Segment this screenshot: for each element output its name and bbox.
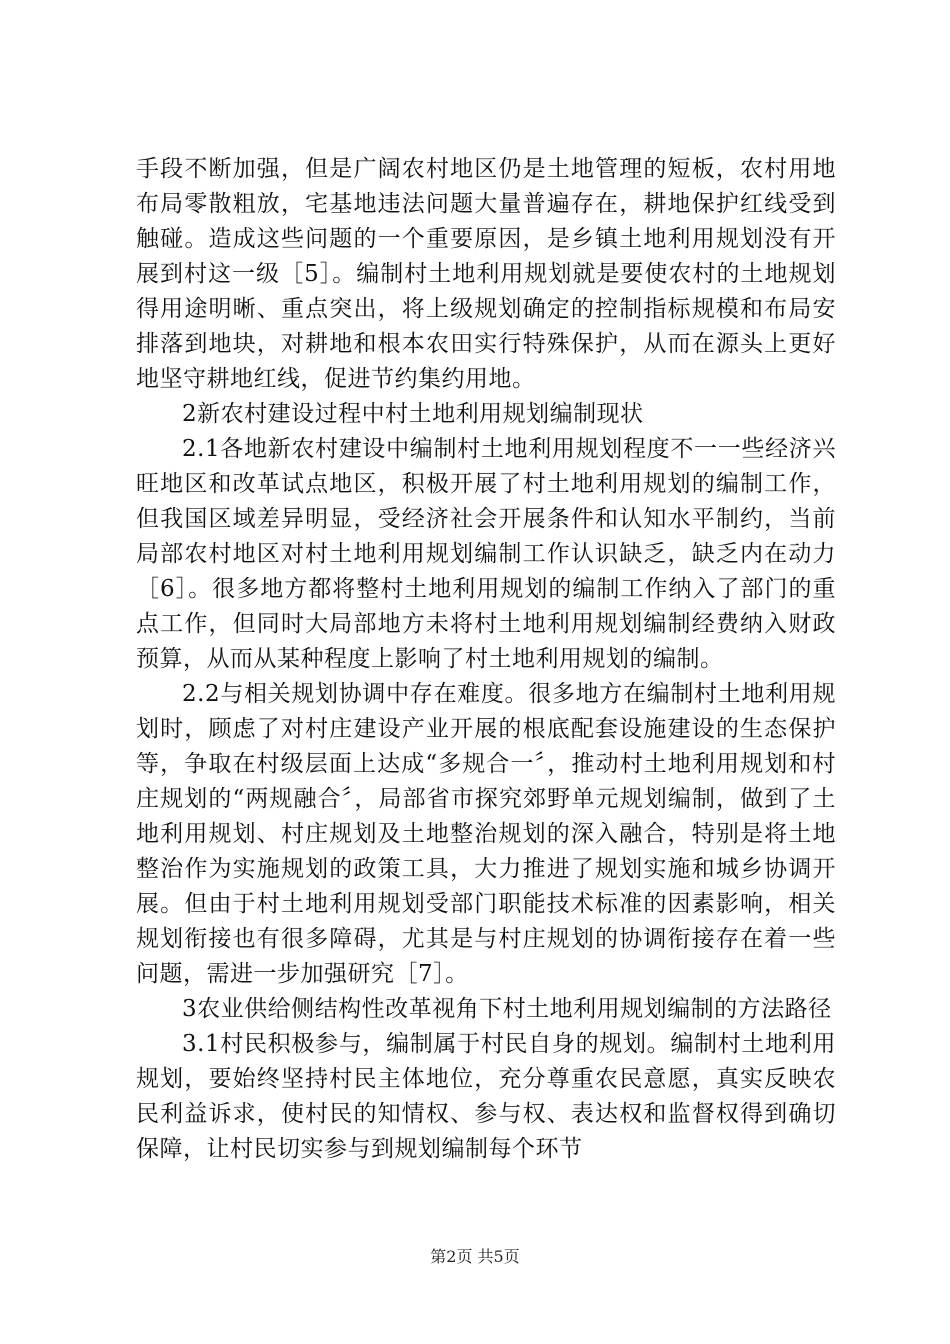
page-footer: 第2页 共5页 <box>430 1247 520 1266</box>
section-heading-2: 2新农村建设过程中村土地利用规划编制现状 <box>182 401 644 427</box>
section-heading-3: 3农业供给侧结构性改革视角下村土地利用规划编制的方法路径 <box>182 996 832 1022</box>
paragraph-continued: 手段不断加强，但是广阔农村地区仍是土地管理的短板，农村用地布局零散粗放，宅基地违法问题大量普遍存在，耕地保护红线受到触碰。造成这些问题的一个重要原因，是乡镇土地利用规划没有开展到村这一级［5］。编制村土地利用规划就是要使农村的土地规划得用途明晰、重点突出，将上级规划确定的控制指标规模和布局安排落到地块，对耕地和根本农田实行特殊保护，从而在源头上更好地坚守耕地红线，促进节约集约用地。 <box>136 156 836 392</box>
paragraph-2-2: 2.2与相关规划协调中存在难度。很多地方在编制村土地利用规划时，顾虑了对村庄建设产业开展的根底配套设施建设的生态保护等，争取在村级层面上达成“多规合一〞，推动村土地利用规划和村庄规划的“两规融合〞，局部省市探究郊野单元规划编制，做到了土地利用规划、村庄规划及土地整治规划的深入融合，特别是将土地整治作为实施规划的政策工具，大力推进了规划实施和城乡协调开展。但由于村土地利用规划受部门职能技术标准的因素影响，相关规划衔接也有很多障碍，尤其是与村庄规划的协调衔接存在着一些问题，需进一步加强研究［7］。 <box>136 681 836 987</box>
document-body <box>136 152 836 1167</box>
paragraph-2-1: 2.1各地新农村建设中编制村土地利用规划程度不一一些经济兴旺地区和改革试点地区，积极开展了村土地利用规划的编制工作，但我国区域差异明显，受经济社会开展条件和认知水平制约，当前局部农村地区对村土地利用规划编制工作认识缺乏，缺乏内在动力［6］。很多地方都将整村土地利用规划的编制工作纳入了部门的重点工作，但同时大局部地方未将村土地利用规划编制经费纳入财政预算，从而从某种程度上影响了村土地利用规划的编制。 <box>136 436 836 672</box>
paragraph-3-1: 3.1村民积极参与，编制属于村民自身的规划。编制村土地利用规划，要始终坚持村民主体地位，充分尊重农民意愿，真实反映农民利益诉求，使村民的知情权、参与权、表达权和监督权得到确切保障，让村民切实参与到规划编制每个环节 <box>136 1031 836 1162</box>
